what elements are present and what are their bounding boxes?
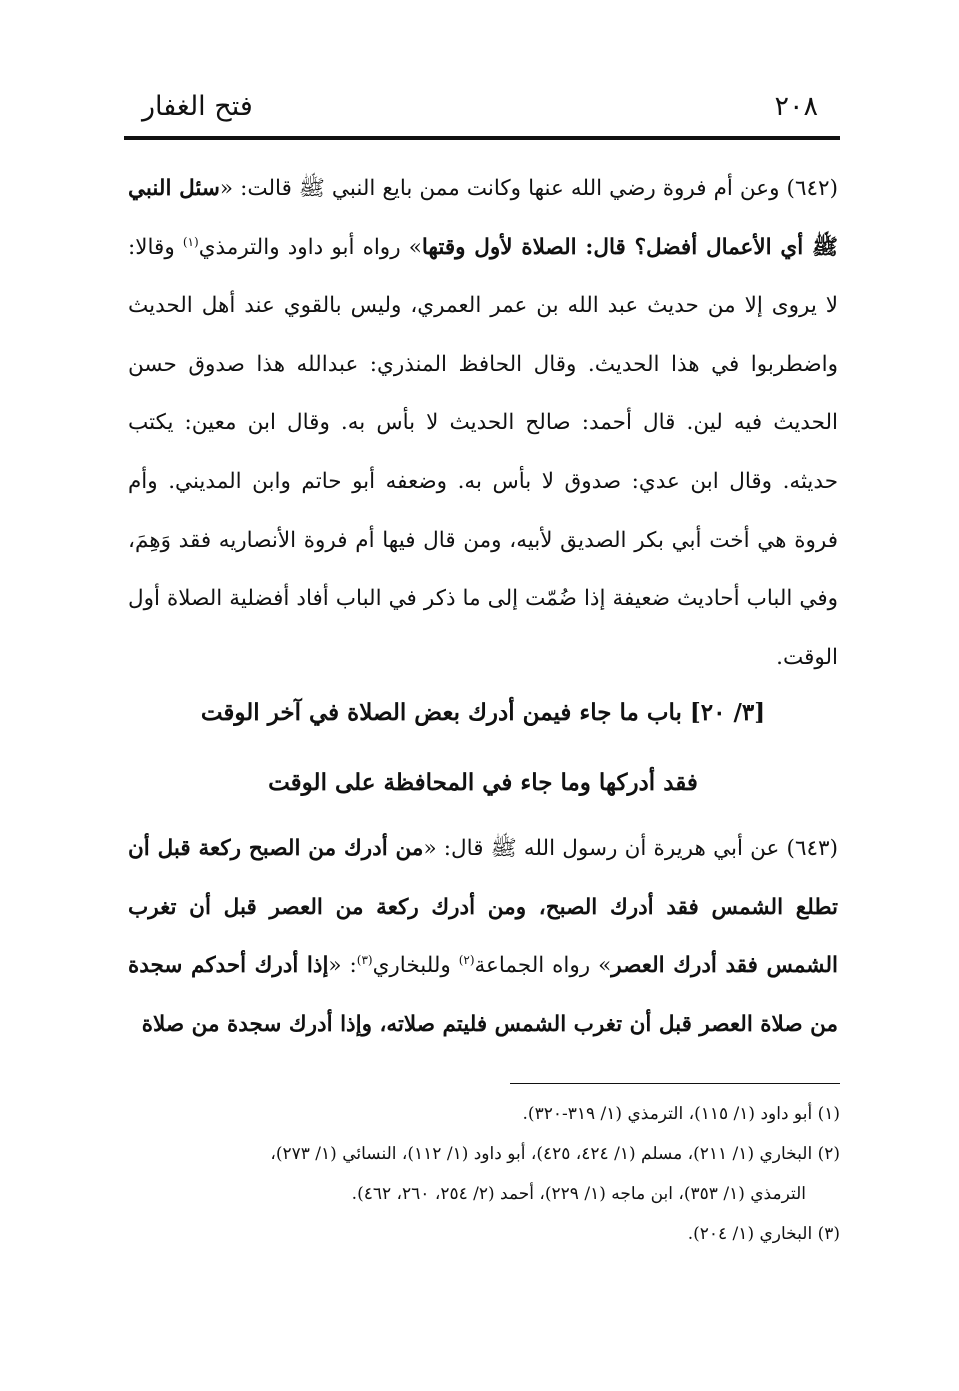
- hadith-643-colon: : «: [328, 953, 357, 979]
- header-rule: [124, 136, 840, 140]
- footnote-marker-2: (٢): [458, 953, 475, 968]
- footnote-2: [128, 1134, 840, 1214]
- footnote-separator: [510, 1083, 840, 1084]
- hadith-642-commentary: وقالا: لا يروى إلا من حديث عبد الله بن عمر العمري، وليس بالقوي عند أهل الحديث واضطربوا في هذا الحديث. وقال الحافظ المنذري: عبدالله هذا صدوق حسن الحديث فيه لين. قال أحمد: صالح الحديث لا بأس به. وقال ابن معين: يكتب حديثه. وقال ابن عدي: صدوق لا بأس به. وضعفه أبو حاتم وابن المديني. وأم فروة هي أخت أبي بكر الصديق لأبيه، ومن قال فيها أم فروة الأنصاريه فقد وَهِمَ، وفي الباب أحاديث ضعيفة إذا ضُمّت إلى ما ذكر في الباب أفاد أفضلية الصلاة أول الوقت.: [128, 234, 838, 670]
- footnote-3-text: (٣) البخاري (١/ ٢٠٤).: [687, 1224, 840, 1244]
- footnote-2-text: (٢) البخاري (١/ ٢١١)، مسلم (١/ ٤٢٤، ٤٢٥)، أبو داود (١/ ١١٢)، النسائي (١/ ٢٧٣)،: [270, 1144, 840, 1164]
- page-header: [124, 88, 838, 138]
- page-number: ٢٠٨: [774, 91, 818, 122]
- footnote-marker-3: (٣): [356, 953, 373, 968]
- footnote-marker-1: (١): [182, 234, 199, 249]
- hadith-643-intro: (٦٤٣) عن أبي هريرة أن رسول الله ﷺ قال: «: [423, 836, 838, 861]
- footnote-1: [128, 1094, 840, 1134]
- hadith-643-quote-1: من أدرك من الصبح ركعة قبل أن تطلع الشمس فقد أدرك الصبح، ومن أدرك ركعة من العصر قبل أن تغرب الشمس فقد أدرك العصر: [128, 836, 838, 979]
- hadith-642-paragraph: [128, 160, 838, 687]
- footnote-1-text: (١) أبو داود (١/ ١١٥)، الترمذي (١/ ٣١٩-٣٢٠).: [522, 1104, 840, 1124]
- chapter-heading-line-1: [٣/ ٢٠] باب ما جاء فيمن أدرك بعض الصلاة في آخر الوقت: [200, 699, 766, 726]
- hadith-642-intro: (٦٤٢) وعن أم فروة رضي الله عنها وكانت ممن بايع النبي ﷺ قالت: «: [219, 176, 838, 201]
- footnote-2-continuation: الترمذي (١/ ٣٥٣)، ابن ماجه (١/ ٢٢٩)، أحمد (٢/ ٢٥٤، ٢٦٠، ٤٦٢).: [351, 1184, 806, 1204]
- running-title: فتح الغفار: [142, 91, 253, 122]
- hadith-643-paragraph: [128, 820, 838, 1054]
- hadith-643-bukhari: وللبخاري: [372, 953, 459, 979]
- chapter-heading-line-2: فقد أدركها وما جاء في المحافظة على الوقت: [268, 769, 698, 796]
- hadith-643-source: » رواه الجماعة: [474, 953, 612, 979]
- footnote-3: [128, 1214, 840, 1254]
- hadith-643-quote-2: إذا أدرك أحدكم سجدة من صلاة العصر قبل أن تغرب الشمس فليتم صلاته، وإذا أدرك سجدة من صلاة: [128, 953, 838, 1037]
- hadith-642-source: » رواه أبو داود والترمذي: [198, 234, 422, 260]
- footnotes-list: [128, 1094, 840, 1254]
- hadith-642-quote: سئل النبي ﷺ أي الأعمال أفضل؟ قال: الصلاة لأول وقتها: [128, 176, 838, 260]
